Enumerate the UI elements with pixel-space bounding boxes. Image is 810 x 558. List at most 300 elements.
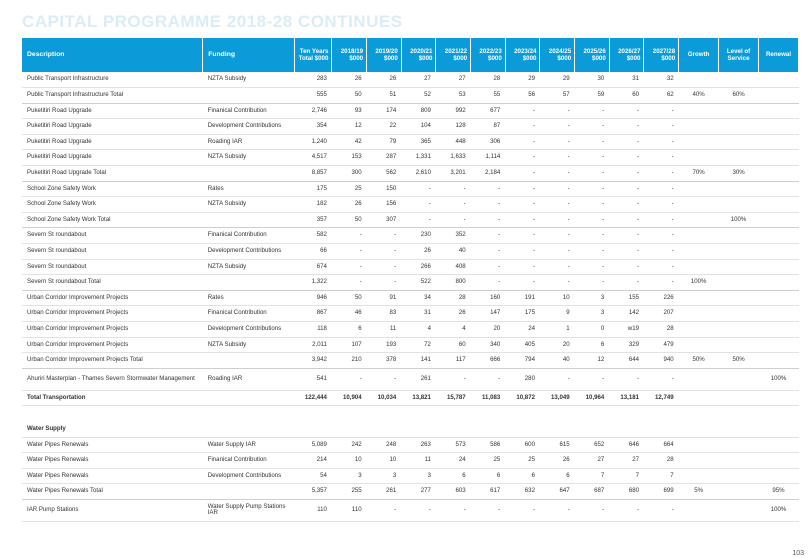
value-cell: -: [367, 244, 402, 260]
value-cell: 25: [332, 181, 367, 197]
value-cell: 20: [540, 337, 575, 353]
value-cell: -: [436, 368, 471, 390]
value-cell: 214: [294, 453, 332, 469]
value-cell: -: [575, 166, 610, 182]
value-cell: -: [505, 119, 540, 135]
value-cell: -: [332, 275, 367, 291]
description-cell: School Zone Safety Work: [22, 181, 203, 197]
value-cell: -: [471, 212, 506, 228]
percent-cell: [679, 322, 719, 338]
percent-cell: [719, 322, 759, 338]
column-header: Level of Service: [719, 38, 759, 72]
value-cell: -: [540, 275, 575, 291]
value-cell: 4,517: [294, 150, 332, 166]
percent-cell: [719, 150, 759, 166]
percent-cell: [719, 244, 759, 260]
value-cell: 555: [294, 88, 332, 104]
description-cell: Urban Corridor Improvement Projects: [22, 306, 203, 322]
description-cell: Urban Corridor Improvement Projects: [22, 337, 203, 353]
column-header: Renewal: [759, 38, 799, 72]
percent-cell: [759, 134, 799, 150]
value-cell: -: [575, 368, 610, 390]
percent-cell: [719, 259, 759, 275]
value-cell: 55: [471, 88, 506, 104]
percent-cell: [759, 453, 799, 469]
value-cell: 26: [401, 244, 436, 260]
value-cell: -: [505, 499, 540, 521]
funding-cell: [203, 353, 294, 369]
value-cell: 600: [505, 437, 540, 453]
funding-cell: Development Contributions: [203, 244, 294, 260]
value-cell: -: [471, 244, 506, 260]
value-cell: -: [644, 244, 679, 260]
value-cell: -: [644, 368, 679, 390]
table-row: [22, 72, 799, 88]
percent-cell: [759, 166, 799, 182]
value-cell: 357: [294, 212, 332, 228]
value-cell: 522: [401, 275, 436, 291]
description-cell: Urban Corridor Improvement Projects Total: [22, 353, 203, 369]
value-cell: -: [540, 499, 575, 521]
column-header: 2024/25 $000: [540, 38, 575, 72]
total-row: [22, 275, 799, 291]
percent-cell: [679, 150, 719, 166]
value-cell: [609, 406, 644, 422]
value-cell: 29: [540, 72, 575, 88]
value-cell: -: [436, 212, 471, 228]
percent-cell: [759, 103, 799, 119]
column-header: 2020/21 $000: [401, 38, 436, 72]
value-cell: [332, 406, 367, 422]
description-cell: Puketitiri Road Upgrade: [22, 150, 203, 166]
value-cell: 283: [294, 72, 332, 88]
description-cell: Severn St roundabout Total: [22, 275, 203, 291]
percent-cell: [679, 244, 719, 260]
description-cell: School Zone Safety Work: [22, 197, 203, 213]
value-cell: -: [609, 244, 644, 260]
percent-cell: [759, 259, 799, 275]
value-cell: -: [540, 119, 575, 135]
value-cell: 3,942: [294, 353, 332, 369]
percent-cell: [719, 306, 759, 322]
funding-cell: Finanical Contribution: [203, 306, 294, 322]
percent-cell: [679, 390, 719, 406]
percent-cell: [719, 72, 759, 88]
percent-cell: [759, 212, 799, 228]
value-cell: -: [367, 368, 402, 390]
value-cell: -: [367, 228, 402, 244]
percent-cell: 100%: [759, 499, 799, 521]
percent-cell: [759, 290, 799, 306]
percent-cell: [759, 353, 799, 369]
value-cell: 9: [540, 306, 575, 322]
value-cell: 10: [332, 453, 367, 469]
value-cell: 193: [367, 337, 402, 353]
column-header: 2026/27 $000: [609, 38, 644, 72]
value-cell: -: [367, 275, 402, 291]
value-cell: 586: [471, 437, 506, 453]
funding-cell: [203, 390, 294, 406]
value-cell: 40: [436, 244, 471, 260]
value-cell: 2,011: [294, 337, 332, 353]
value-cell: -: [609, 103, 644, 119]
value-cell: 573: [436, 437, 471, 453]
percent-cell: [679, 499, 719, 521]
table-row: [22, 406, 799, 422]
value-cell: -: [540, 134, 575, 150]
percent-cell: [679, 306, 719, 322]
table-row: [22, 103, 799, 119]
value-cell: -: [505, 259, 540, 275]
value-cell: [332, 421, 367, 437]
value-cell: 12: [575, 353, 610, 369]
percent-cell: [719, 228, 759, 244]
value-cell: 26: [540, 453, 575, 469]
column-header: 2023/24 $000: [505, 38, 540, 72]
percent-cell: [679, 421, 719, 437]
percent-cell: [719, 197, 759, 213]
funding-cell: NZTA Subsidy: [203, 72, 294, 88]
value-cell: [644, 421, 679, 437]
total-row: [22, 353, 799, 369]
value-cell: 50: [332, 88, 367, 104]
description-cell: Public Transport Infrastructure Total: [22, 88, 203, 104]
value-cell: 12: [332, 119, 367, 135]
value-cell: 10: [367, 453, 402, 469]
value-cell: -: [609, 499, 644, 521]
funding-cell: [203, 212, 294, 228]
value-cell: 53: [436, 88, 471, 104]
value-cell: -: [505, 134, 540, 150]
value-cell: 24: [436, 453, 471, 469]
value-cell: 150: [367, 181, 402, 197]
value-cell: 29: [505, 72, 540, 88]
value-cell: 300: [332, 166, 367, 182]
funding-cell: Finanical Contribution: [203, 453, 294, 469]
column-header: 2019/20 $000: [367, 38, 402, 72]
percent-cell: [759, 72, 799, 88]
value-cell: -: [505, 228, 540, 244]
value-cell: -: [471, 197, 506, 213]
value-cell: 28: [436, 290, 471, 306]
value-cell: 261: [367, 484, 402, 500]
value-cell: 153: [332, 150, 367, 166]
funding-cell: Roading IAR: [203, 368, 294, 390]
value-cell: 615: [540, 437, 575, 453]
table-row: [22, 259, 799, 275]
percent-cell: [759, 88, 799, 104]
percent-cell: [679, 453, 719, 469]
value-cell: 28: [644, 322, 679, 338]
value-cell: -: [436, 499, 471, 521]
value-cell: 800: [436, 275, 471, 291]
value-cell: 340: [471, 337, 506, 353]
percent-cell: [719, 337, 759, 353]
percent-cell: [719, 275, 759, 291]
percent-cell: [759, 150, 799, 166]
value-cell: -: [609, 150, 644, 166]
value-cell: 674: [294, 259, 332, 275]
value-cell: 3: [367, 468, 402, 484]
value-cell: 27: [436, 72, 471, 88]
value-cell: 405: [505, 337, 540, 353]
value-cell: 306: [471, 134, 506, 150]
value-cell: 10,904: [332, 390, 367, 406]
funding-cell: [203, 275, 294, 291]
value-cell: -: [644, 499, 679, 521]
value-cell: 107: [332, 337, 367, 353]
value-cell: 632: [505, 484, 540, 500]
percent-cell: 40%: [679, 88, 719, 104]
table-row: [22, 197, 799, 213]
value-cell: -: [609, 259, 644, 275]
value-cell: [471, 421, 506, 437]
value-cell: 26: [332, 72, 367, 88]
value-cell: -: [575, 228, 610, 244]
funding-cell: Finanical Contribution: [203, 103, 294, 119]
value-cell: 25: [505, 453, 540, 469]
value-cell: -: [575, 197, 610, 213]
value-cell: -: [644, 150, 679, 166]
value-cell: 354: [294, 119, 332, 135]
value-cell: -: [540, 212, 575, 228]
value-cell: 72: [401, 337, 436, 353]
value-cell: 11: [401, 453, 436, 469]
value-cell: 60: [436, 337, 471, 353]
value-cell: 210: [332, 353, 367, 369]
table-row: [22, 390, 799, 406]
table-row: [22, 437, 799, 453]
value-cell: 329: [609, 337, 644, 353]
value-cell: -: [575, 499, 610, 521]
value-cell: -: [609, 197, 644, 213]
value-cell: 60: [609, 88, 644, 104]
value-cell: 34: [401, 290, 436, 306]
funding-cell: Development Contributions: [203, 119, 294, 135]
value-cell: 191: [505, 290, 540, 306]
percent-cell: 30%: [719, 166, 759, 182]
value-cell: [294, 421, 332, 437]
percent-cell: 100%: [759, 368, 799, 390]
value-cell: 31: [401, 306, 436, 322]
column-header: 2027/28 $000: [644, 38, 679, 72]
value-cell: 46: [332, 306, 367, 322]
percent-cell: [679, 212, 719, 228]
value-cell: 365: [401, 134, 436, 150]
table-row: [22, 453, 799, 469]
value-cell: 182: [294, 197, 332, 213]
percent-cell: [719, 453, 759, 469]
value-cell: 93: [332, 103, 367, 119]
value-cell: 946: [294, 290, 332, 306]
value-cell: 617: [471, 484, 506, 500]
value-cell: 26: [436, 306, 471, 322]
value-cell: -: [367, 259, 402, 275]
value-cell: 110: [332, 499, 367, 521]
value-cell: -: [644, 119, 679, 135]
value-cell: 7: [644, 468, 679, 484]
value-cell: 809: [401, 103, 436, 119]
description-cell: Urban Corridor Improvement Projects: [22, 322, 203, 338]
value-cell: 26: [332, 197, 367, 213]
value-cell: 11: [367, 322, 402, 338]
table-row: [22, 228, 799, 244]
value-cell: 83: [367, 306, 402, 322]
value-cell: -: [575, 103, 610, 119]
value-cell: -: [471, 228, 506, 244]
value-cell: 263: [401, 437, 436, 453]
description-cell: Puketitiri Road Upgrade: [22, 103, 203, 119]
value-cell: 57: [540, 88, 575, 104]
description-cell: Puketitiri Road Upgrade Total: [22, 166, 203, 182]
value-cell: 940: [644, 353, 679, 369]
value-cell: -: [609, 368, 644, 390]
value-cell: 20: [471, 322, 506, 338]
percent-cell: [719, 499, 759, 521]
value-cell: -: [332, 368, 367, 390]
column-header: 2018/19 $000: [332, 38, 367, 72]
value-cell: 1,240: [294, 134, 332, 150]
value-cell: 22: [367, 119, 402, 135]
column-header: 2021/22 $000: [436, 38, 471, 72]
value-cell: 7: [609, 468, 644, 484]
percent-cell: [759, 468, 799, 484]
value-cell: [367, 421, 402, 437]
capital-programme-table: [22, 38, 799, 522]
percent-cell: [679, 259, 719, 275]
value-cell: 27: [401, 72, 436, 88]
value-cell: 647: [540, 484, 575, 500]
percent-cell: [719, 368, 759, 390]
funding-cell: [203, 88, 294, 104]
value-cell: -: [540, 181, 575, 197]
value-cell: [436, 421, 471, 437]
funding-cell: Rates: [203, 181, 294, 197]
value-cell: 992: [436, 103, 471, 119]
value-cell: -: [644, 103, 679, 119]
value-cell: 175: [505, 306, 540, 322]
value-cell: 3: [332, 468, 367, 484]
percent-cell: [719, 103, 759, 119]
value-cell: 0: [575, 322, 610, 338]
description-cell: Puketitiri Road Upgrade: [22, 134, 203, 150]
value-cell: 28: [644, 453, 679, 469]
value-cell: [575, 421, 610, 437]
percent-cell: [719, 181, 759, 197]
value-cell: 207: [644, 306, 679, 322]
description-cell: Puketitiri Road Upgrade: [22, 119, 203, 135]
value-cell: 261: [401, 368, 436, 390]
value-cell: 5,357: [294, 484, 332, 500]
total-row: [22, 212, 799, 228]
percent-cell: [759, 197, 799, 213]
percent-cell: [759, 421, 799, 437]
value-cell: [471, 406, 506, 422]
value-cell: 562: [367, 166, 402, 182]
funding-cell: NZTA Subsidy: [203, 150, 294, 166]
value-cell: -: [332, 259, 367, 275]
value-cell: 230: [401, 228, 436, 244]
value-cell: 1,114: [471, 150, 506, 166]
value-cell: 6: [575, 337, 610, 353]
table-row: [22, 150, 799, 166]
value-cell: 8,857: [294, 166, 332, 182]
funding-cell: [203, 406, 294, 422]
value-cell: 687: [575, 484, 610, 500]
value-cell: 603: [436, 484, 471, 500]
value-cell: 7: [575, 468, 610, 484]
value-cell: -: [401, 499, 436, 521]
value-cell: 378: [367, 353, 402, 369]
description-cell: Water Supply: [22, 421, 203, 437]
percent-cell: [759, 119, 799, 135]
funding-cell: NZTA Subsidy: [203, 337, 294, 353]
value-cell: 13,821: [401, 390, 436, 406]
value-cell: [644, 406, 679, 422]
value-cell: -: [609, 166, 644, 182]
percent-cell: 70%: [679, 166, 719, 182]
value-cell: 110: [294, 499, 332, 521]
description-cell: Water Pipes Renewals Total: [22, 484, 203, 500]
column-header: Growth: [679, 38, 719, 72]
percent-cell: 100%: [679, 275, 719, 291]
table-body: [22, 72, 799, 521]
value-cell: 42: [332, 134, 367, 150]
table-row: [22, 244, 799, 260]
percent-cell: [719, 290, 759, 306]
value-cell: 582: [294, 228, 332, 244]
value-cell: 6: [471, 468, 506, 484]
percent-cell: [679, 134, 719, 150]
description-cell: School Zone Safety Work Total: [22, 212, 203, 228]
value-cell: 118: [294, 322, 332, 338]
value-cell: -: [575, 244, 610, 260]
value-cell: 255: [332, 484, 367, 500]
value-cell: 117: [436, 353, 471, 369]
value-cell: [505, 421, 540, 437]
value-cell: 3: [575, 306, 610, 322]
percent-cell: [679, 72, 719, 88]
value-cell: 91: [367, 290, 402, 306]
section-header-row: [22, 421, 799, 437]
percent-cell: [759, 181, 799, 197]
value-cell: 4: [401, 322, 436, 338]
value-cell: -: [505, 103, 540, 119]
value-cell: -: [401, 181, 436, 197]
value-cell: 287: [367, 150, 402, 166]
value-cell: 6: [436, 468, 471, 484]
percent-cell: 50%: [719, 353, 759, 369]
value-cell: 122,444: [294, 390, 332, 406]
value-cell: -: [609, 134, 644, 150]
table-row: [22, 119, 799, 135]
percent-cell: [679, 181, 719, 197]
value-cell: [540, 406, 575, 422]
value-cell: -: [575, 181, 610, 197]
value-cell: 3,201: [436, 166, 471, 182]
description-cell: IAR Pump Stations: [22, 499, 203, 521]
page-number: 103: [792, 550, 804, 557]
value-cell: 6: [505, 468, 540, 484]
value-cell: 867: [294, 306, 332, 322]
value-cell: 10,872: [505, 390, 540, 406]
value-cell: 66: [294, 244, 332, 260]
page-title: CAPITAL PROGRAMME 2018-28 CONTINUES: [22, 12, 403, 31]
value-cell: 32: [644, 72, 679, 88]
percent-cell: [759, 244, 799, 260]
percent-cell: [759, 390, 799, 406]
percent-cell: [719, 119, 759, 135]
